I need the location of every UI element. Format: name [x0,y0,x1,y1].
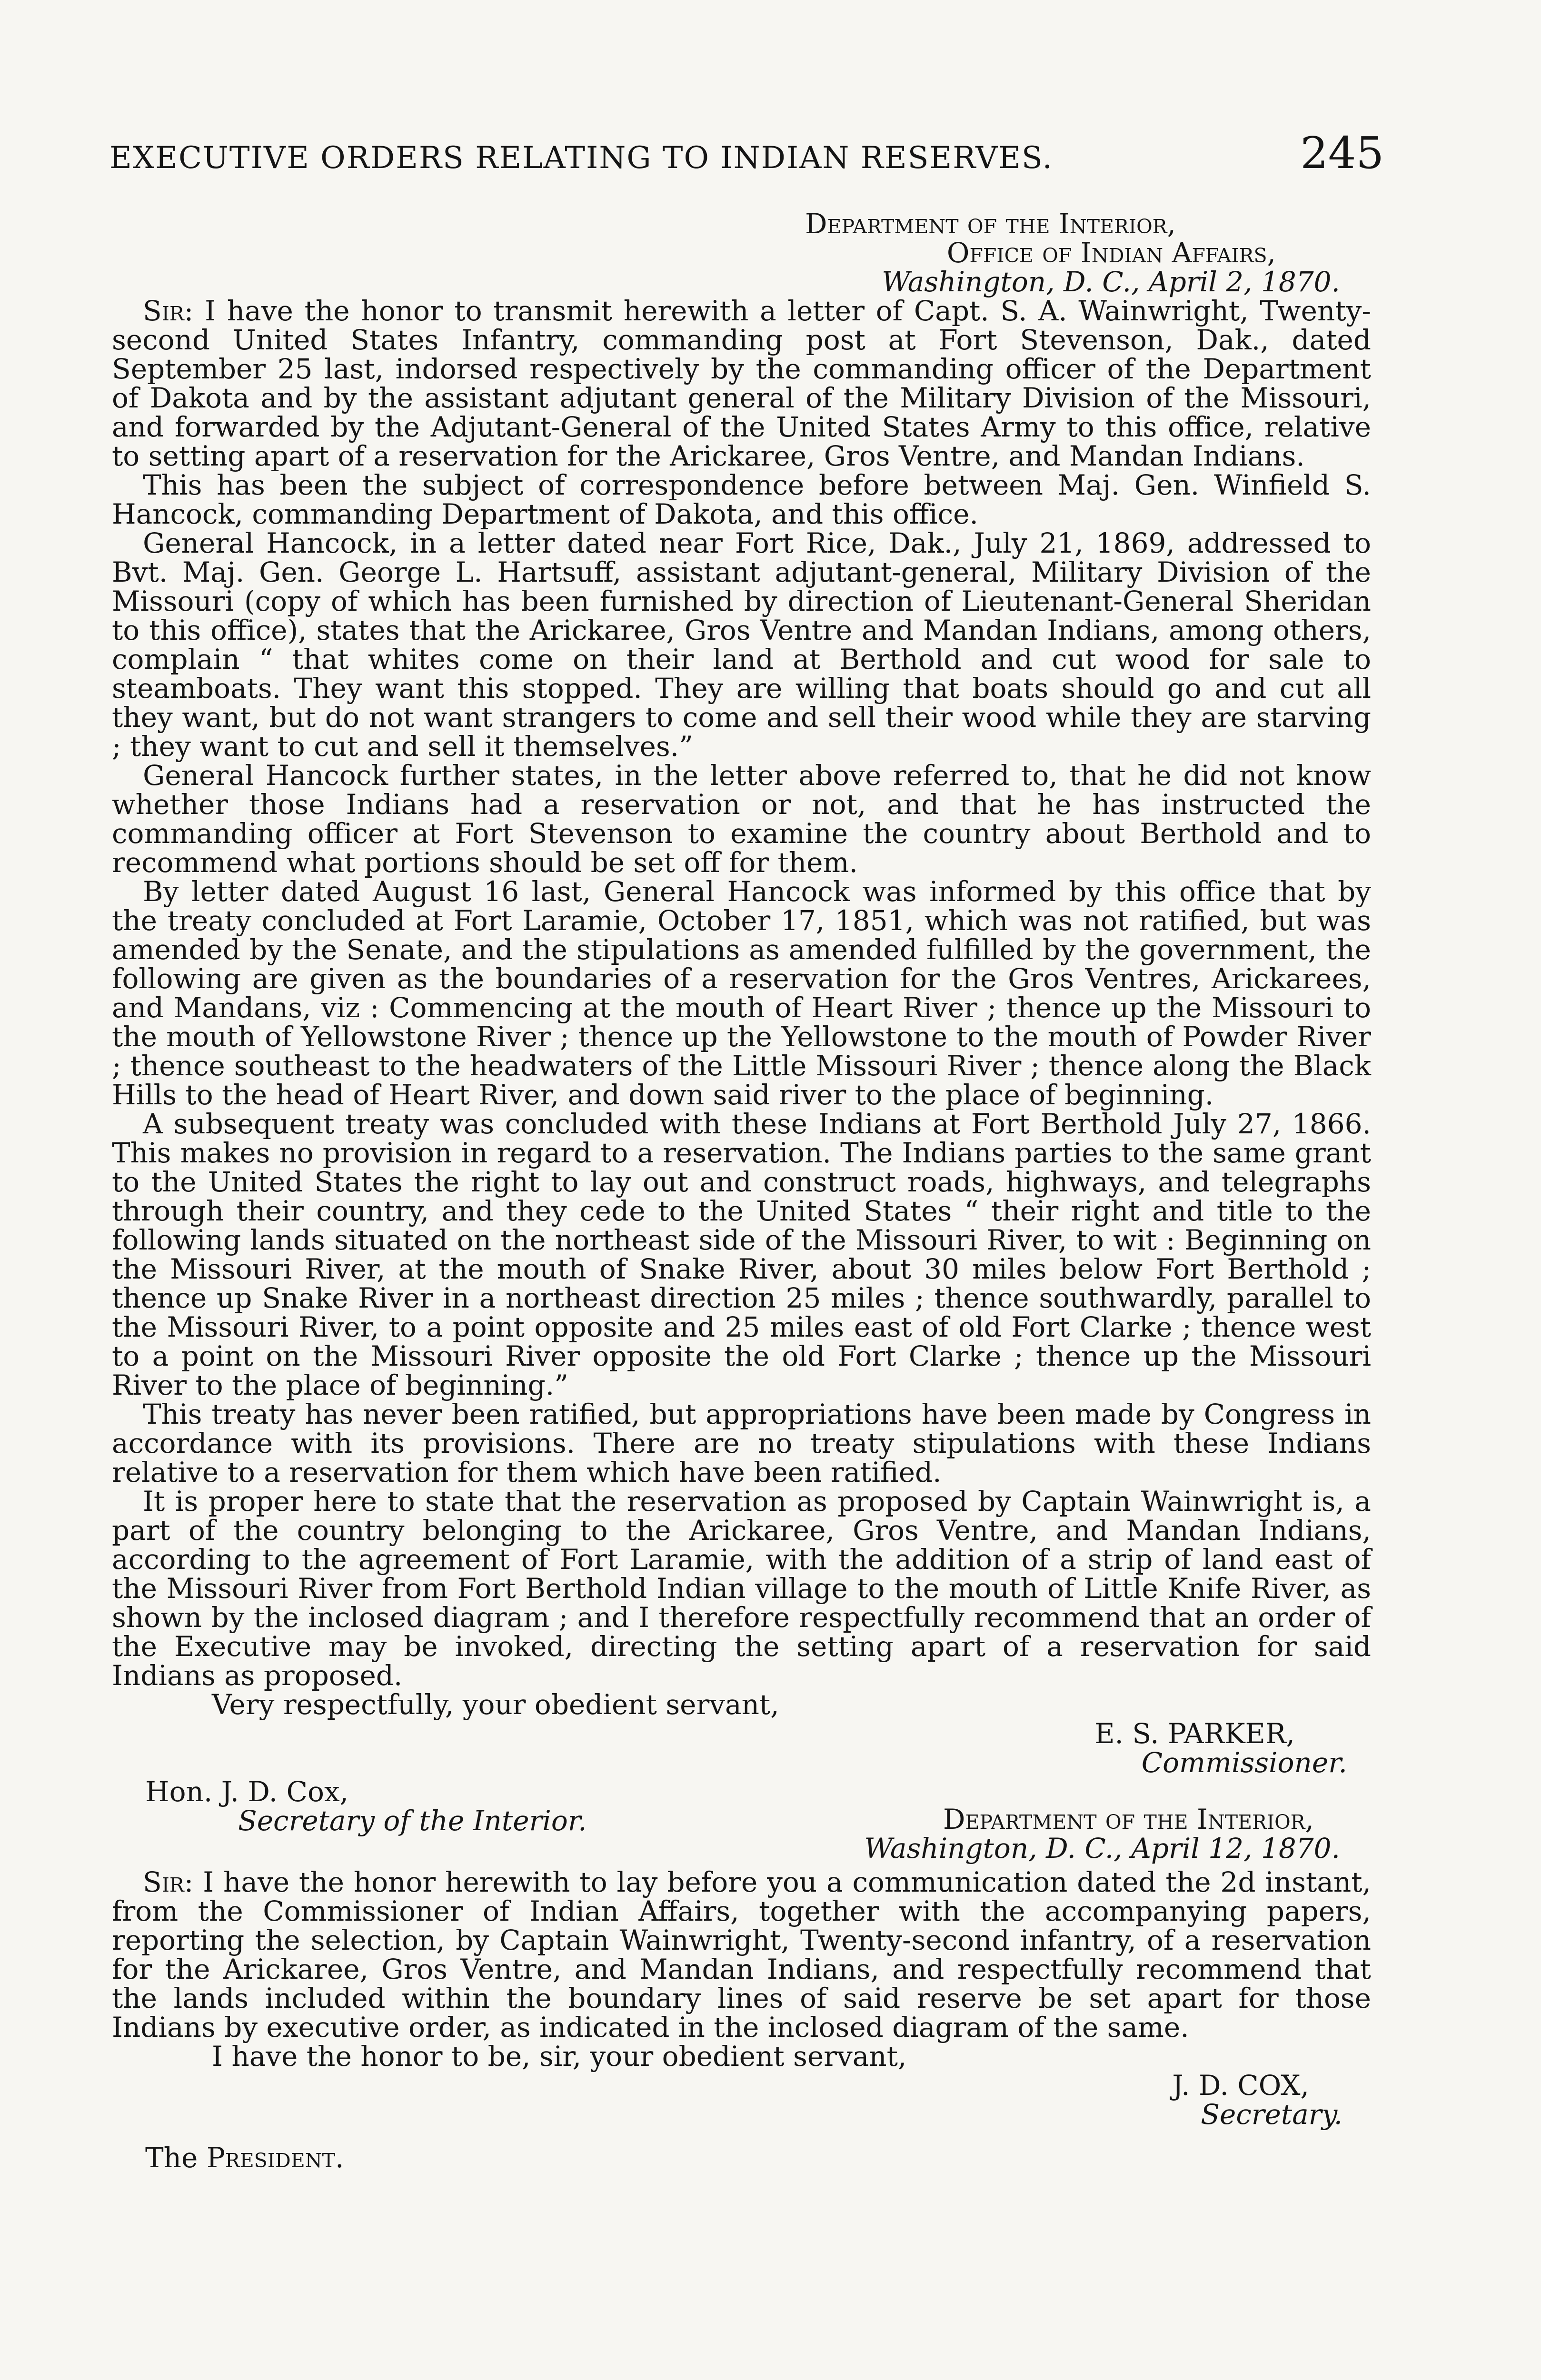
addressee-name: Hon. J. D. Cox, [145,1775,349,1808]
letter1-office: Office of Indian Affairs, [946,237,1276,269]
letter1-paragraph-5: By letter dated August 16 last, General Hancock was informed by this office that by the treaty concluded at Fort Laramie, October 17, 1851, which was not ratified, but was amended by the Senate, and the stipulations as amended fulfilled by the government, the following are given as the boundaries of a reservation for the Gros Ventres, Arickarees, and Mandans, viz : Commencing at the mouth of Heart River ; thence up the Missouri to the mouth of Yellowstone River ; thence up the Yellowstone to the mouth of Powder River ; thence southeast to the headwaters of the Little Missouri River ; thence along the Black Hills to the head of Heart River, and down said river to the place of beginning. [112,875,1371,1111]
recipient-name: President. [206,2142,344,2174]
addressee-title: Secretary of the Interior. [238,1805,587,1837]
document-body [112,209,1371,2172]
letter1-signer-title: Commissioner. [1141,1746,1347,1779]
letter1-salutation: Sir: [143,295,194,327]
letter2-date: Washington, D. C., April 12, 1870. [864,1832,1340,1864]
letter1-paragraph-8: It is proper here to state that the reservation as proposed by Captain Wainwright is, a part of the country belonging to the Arickaree, Gros Ventre, and Mandan Indians, according to the agreement of Fort Laramie, with the addition of a strip of land east of the Missouri River from Fort Berthold Indian village to the mouth of Little Knife River, as shown by the inclosed diagram ; and I therefore respectfully recommend that an order of the Executive may be invoked, directing the setting apart of a reservation for said Indians as proposed. [112,1485,1371,1692]
running-title: EXECUTIVE ORDERS RELATING TO INDIAN RESERVES. [109,140,1053,176]
letter2-signer: J. D. COX, [1172,2069,1309,2102]
page-header [109,128,1384,178]
letter1-paragraph-3: General Hancock, in a letter dated near Fort Rice, Dak., July 21, 1869, addressed to Bvt. Maj. Gen. George L. Hartsuff, assistant adjutant-general, Military Division of the Missouri (copy of which has been furnished by direction of Lieutenant-General Sheridan to this office), states that the Arickaree, Gros Ventre and Mandan Indians, among others, complain “ that whites come on their land at Berthold and cut wood for sale to steamboats. They want this stopped. They are willing that boats should go and cut all they want, but do not want strangers to come and sell their wood while they are starving ; they want to cut and sell it themselves.” [112,527,1371,763]
letter2-department: Department of the Interior, [943,1803,1314,1835]
letter2-recipient [145,2143,1371,2172]
letter1-date: Washington, D. C., April 2, 1870. [882,266,1340,298]
letter2-closing: I have the honor to be, sir, your obedient servant, [212,2040,907,2073]
letter2-signature [112,2071,1371,2129]
letter2-signer-title: Secretary. [1201,2098,1342,2131]
recipient-prefix: The [145,2142,198,2174]
letter2-paragraph-1: Sir: I have the honor herewith to lay before you a communication dated the 2d instant, from the Commissioner of Indian Affairs, together with the accompanying papers, reporting the selection, by Captain Wainwright, Twenty-second infantry, of a reservation for the Arickaree, Gros Ventre, and Mandan Indians, and respectfully recommend that the lands included within the boundary lines of said reserve be set apart for those Indians by executive order, as indicated in the inclosed diagram of the same. [112,1866,1371,2043]
letter2-salutation: Sir: [143,1866,194,1898]
page-number: 245 [1300,128,1384,178]
letter1-heading [112,209,1371,297]
letter1-closing: Very respectfully, your obedient servant, [212,1688,779,1721]
letter1-signature [112,1719,1371,1777]
letter1-paragraph-2: This has been the subject of correspondence before between Maj. Gen. Winfield S. Hancock, commanding Department of Dakota, and this office. [112,469,1371,530]
letter1-department: Department of the Interior, [805,208,1176,240]
letter1-paragraph-7: This treaty has never been ratified, but appropriations have been made by Congress in accordance with its provisions. There are no treaty stipulations with these Indians relative to a reservation for them which have been ratified. [112,1398,1371,1488]
letter1-paragraph-4: General Hancock further states, in the letter above referred to, that he did not know whether those Indians had a reservation or not, and that he has instructed the commanding officer at Fort Stevenson to examine the country about Berthold and to recommend what portions should be set off for them. [112,759,1371,879]
letter1-signer: E. S. PARKER, [1094,1717,1295,1750]
letter1-paragraph-6: A subsequent treaty was concluded with these Indians at Fort Berthold July 27, 1866. This makes no provision in regard to a reservation. The Indians parties to the same grant to the United States the right to lay out and construct roads, highways, and telegraphs through their country, and they cede to the United States “ their right and title to the following lands situated on the northeast side of the Missouri River, to wit : Beginning on the Missouri River, at the mouth of Snake River, about 30 miles below Fort Berthold ; thence up Snake River in a northeast direction 25 miles ; thence southwardly, parallel to the Missouri River, to a point opposite and 25 miles east of old Fort Clarke ; thence west to a point on the Missouri River opposite the old Fort Clarke ; thence up the Missouri River to the place of beginning.” [112,1108,1371,1401]
letter1-paragraph-1: Sir: I have the honor to transmit herewith a letter of Capt. S. A. Wainwright, Twenty-second United States Infantry, commanding post at Fort Stevenson, Dak., dated September 25 last, indorsed respectively by the commanding officer of the Department of Dakota and by the assistant adjutant general of the Military Division of the Missouri, and forwarded by the Adjutant-General of the United States Army to this office, relative to setting apart of a reservation for the Arickaree, Gros Ventre, and Mandan Indians. [112,295,1372,472]
